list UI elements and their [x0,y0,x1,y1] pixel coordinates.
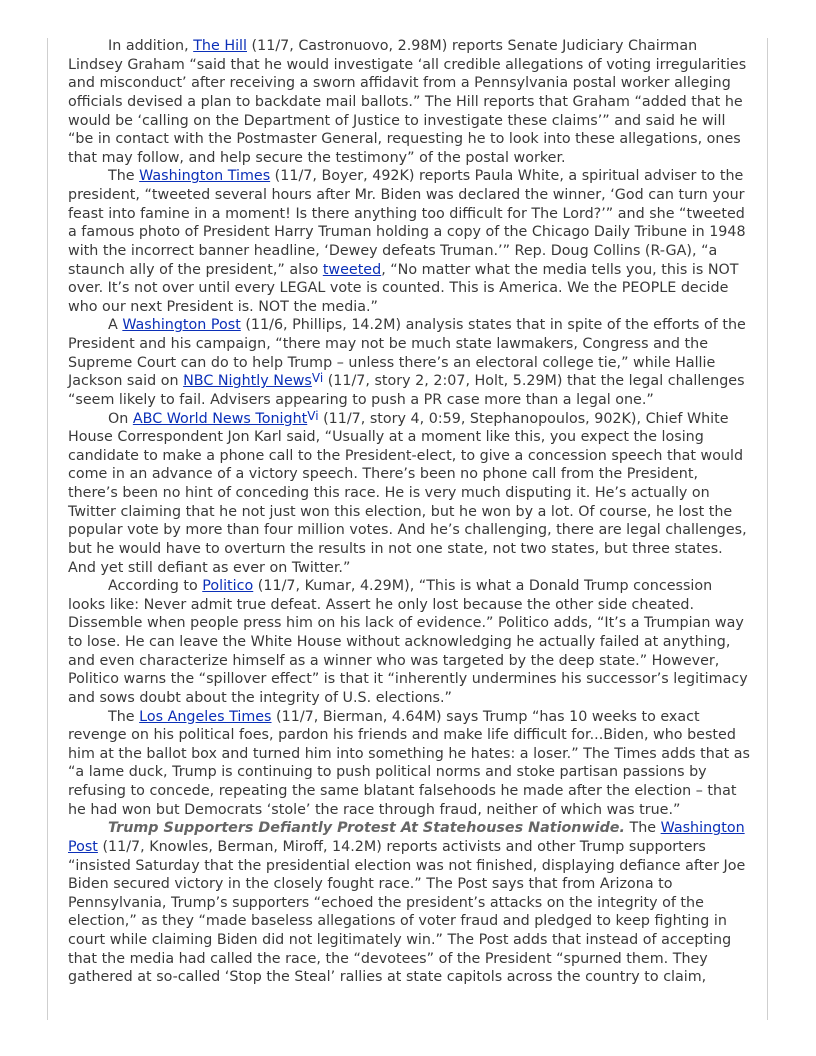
paragraph-text: (11/7, Bierman, 4.64M) says Trump “has 10 weeks to exact revenge on his political foes, pardon his friends and make life difficult for...Biden, who bested him at the ballot box and turned him into something he hates: a loser.” The Times adds that as “a lame duck, Trump is continuing to push political norms and stoke partisan passions by refusing to concede, repeating the same blatant falsehoods he made after the election – that he had won but Democrats ‘stole’ the race through fraud, neither of which was true.” [68,708,750,818]
paragraph-text: (11/7, Castronuovo, 2.98M) reports Senate Judiciary Chairman Lindsey Graham “said that he would investigate ‘all credible allegations of voting irregularities and misconduct’ after receiving a sworn affidavit from a Pennsylvania postal worker alleging officials devised a plan to backdate mail ballots.” The Hill reports that Graham “added that he would be ‘calling on the Department of Justice to investigate these claims’” and said he will “be in contact with the Postmaster General, requesting he to look into these allegations, ones that may follow, and help secure the testimony” of the postal worker. [68,38,747,166]
paragraph-text: In addition, [108,38,194,54]
paragraph-text: , “No matter what the media tells you, this is NOT over. It’s not over until every LEGAL vote is counted. This is America. We the PEOPLE decide who our next President is. NOT the media.” [68,261,739,315]
paragraph-text: (11/7, story 4, 0:59, Stephanopoulos, 902K), Chief White House Correspondent Jon Karl said, “Usually at a moment like this, you expect the losing candidate to make a phone call to the President-elect, to give a concession speech that would come in an advance of a victory speech. There’s been no phone call from the President, there’s been no hint of conceding this race. He is very much disputing it. He’s actually on Twitter claiming that he not just won this election, but he won by a lot. Of course, he lost the popular vote by more than four million votes. And he’s challenging, there are legal challenges, but he would have to overturn the results in not one state, not two states, but three states. And yet still defiant as ever on Twitter.” [68,410,747,576]
paragraph-washington-post-analysis [68,316,750,409]
paragraph-text: The [624,820,661,837]
paragraph-text: The [108,168,140,185]
link-los-angeles-times[interactable]: Los Angeles Times [139,708,272,725]
link-abc-world-news-tonight[interactable]: ABC World News Tonight [132,410,308,427]
paragraph-text: (11/7, Kumar, 4.29M), “This is what a Donald Trump concession looks like: Never admit true defeat. Assert he only lost because the other side cheated. Dissemble when people press him on his lack of evidence.” Politico adds, “It’s a Trumpian way to lose. He can leave the White House without acknowledging he actually failed at anything, and even characterize himself as a winner who was targeted by the deep state.” However, Politico warns the “spillover effect” is that it “inherently undermines his successor’s legitimacy and sows doubt about the integrity of U.S. elections.” [68,578,748,706]
link-politico[interactable]: Politico [202,578,254,595]
paragraph-text: According to [108,578,203,595]
link-washington-post[interactable]: Washington Post [122,317,241,334]
paragraph-the-hill [68,37,750,167]
link-washington-times[interactable]: Washington Times [139,168,271,185]
paragraph-los-angeles-times [68,708,750,820]
paragraph-text: A [108,317,123,334]
paragraph-politico [68,577,750,707]
paragraph-text: (11/7, Knowles, Berman, Miroff, 14.2M) reports activists and other Trump supporters “insisted Saturday that the presidential election was not finished, displaying defiance after Joe Biden secured victory in the closely fought race.” The Post says that from Arizona to Pennsylvania, Trump’s supporters “echoed the president’s attacks on the integrity of the election,” as they “made baseless allegations of voter fraud and pledged to keep fighting in court while claiming Biden did not legitimately win.” The Post adds that instead of accepting that the media had called the race, the “devotees” of the President “spurned them. They gathered at so-called ‘Stop the Steal’ rallies at state capitols across the country to claim, [68,838,746,986]
paragraph-washington-times [68,167,750,316]
left-margin-rule [47,38,48,1020]
paragraph-abc-world-news [68,410,750,578]
link-washington-post[interactable]: Washington Post [68,820,745,855]
document-body [68,37,750,987]
link-nbc-nightly-news[interactable]: NBC Nightly News [183,373,312,390]
paragraph-text: (11/7, story 2, 2:07, Holt, 5.29M) that the legal challenges “seem likely to fail. Advisers appearing to push a PR case more than a legal one.” [68,373,745,408]
paragraph-text: On [108,410,133,427]
right-margin-rule [767,38,768,1020]
paragraph-text: (11/6, Phillips, 14.2M) analysis states that in spite of the efforts of the President and his campaign, “there may not be much state lawmakers, Congress and the Supreme Court can do to help Trump – unless there’s an electoral college tie,” while Hallie Jackson said on [68,317,746,390]
video-indicator[interactable]: Vi [307,408,319,423]
paragraph-text: (11/7, Boyer, 492K) reports Paula White, a spiritual adviser to the president, “tweeted several hours after Mr. Biden was declared the winner, ‘God can turn your feast into famine in a moment! Is there anything too difficult for The Lord?’” and she “tweeted a famous photo of President Harry Truman holding a copy of the Chicago Daily Tribune in 1948 with the incorrect banner headline, ‘Dewey defeats Truman.’” Rep. Doug Collins (R-GA), “a staunch ally of the president,” also [68,168,746,278]
story-headline: Trump Supporters Defiantly Protest At Statehouses Nationwide. [108,820,625,837]
link-tweeted[interactable]: tweeted [322,261,382,278]
paragraph-text: The [108,708,140,725]
link-the-hill[interactable]: The Hill [193,38,247,54]
paragraph-trump-supporters-protest [68,819,750,987]
video-indicator[interactable]: Vi [311,371,324,386]
